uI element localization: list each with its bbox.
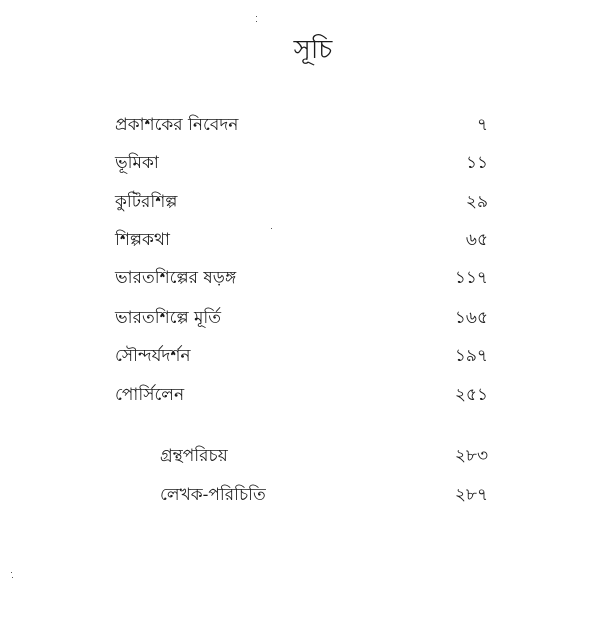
toc-entry bbox=[0, 382, 600, 408]
toc-entry-title: সৌন্দর্যদর্শন bbox=[115, 346, 191, 366]
toc-entry bbox=[0, 227, 600, 253]
scan-speck bbox=[271, 228, 272, 229]
toc-entry-title: ভারতশিল্পের ষড়ঙ্গ bbox=[115, 268, 237, 288]
toc-entry bbox=[0, 150, 600, 176]
toc-entry-page: ২৫১ bbox=[454, 385, 488, 405]
scan-speck bbox=[256, 16, 257, 17]
toc-entry bbox=[0, 265, 600, 291]
toc-entry bbox=[0, 112, 600, 138]
toc-entry-page: ৭ bbox=[476, 115, 488, 135]
toc-entry-page: ৬৫ bbox=[465, 230, 488, 250]
toc-entry-title: ভারতশিল্পে মূর্তি bbox=[115, 308, 222, 328]
toc-entry-page: ২৯ bbox=[465, 192, 488, 212]
toc-entry bbox=[0, 343, 600, 369]
toc-entry-page: ১১ bbox=[465, 153, 488, 173]
toc-entry bbox=[0, 189, 600, 215]
toc-appendix-entry bbox=[0, 482, 600, 508]
toc-entry-page: ১৯৭ bbox=[454, 346, 488, 366]
toc-entry-title: ভূমিকা bbox=[115, 153, 159, 173]
toc-entry-title: লেখক-পরিচিতি bbox=[160, 485, 266, 505]
scan-speck bbox=[11, 572, 12, 573]
scan-speck bbox=[256, 21, 257, 22]
toc-entry-title: পোর্সিলেন bbox=[115, 385, 185, 405]
toc-entry-page: ২৮৩ bbox=[454, 446, 488, 466]
toc-entry-title: প্রকাশকের নিবেদন bbox=[115, 115, 239, 135]
scan-speck bbox=[12, 577, 13, 578]
toc-entry-page: ২৮৭ bbox=[454, 485, 488, 505]
toc-appendix-entry bbox=[0, 443, 600, 469]
toc-entry-title: কুটিরশিল্প bbox=[115, 192, 178, 212]
page-title: সূচি bbox=[293, 35, 333, 65]
toc-entry-title: গ্রন্থপরিচয় bbox=[160, 446, 228, 466]
toc-entry-page: ১১৭ bbox=[454, 268, 488, 288]
toc-entry-title: শিল্পকথা bbox=[115, 230, 170, 250]
toc-entry-page: ১৬৫ bbox=[454, 308, 488, 328]
toc-entry bbox=[0, 305, 600, 331]
